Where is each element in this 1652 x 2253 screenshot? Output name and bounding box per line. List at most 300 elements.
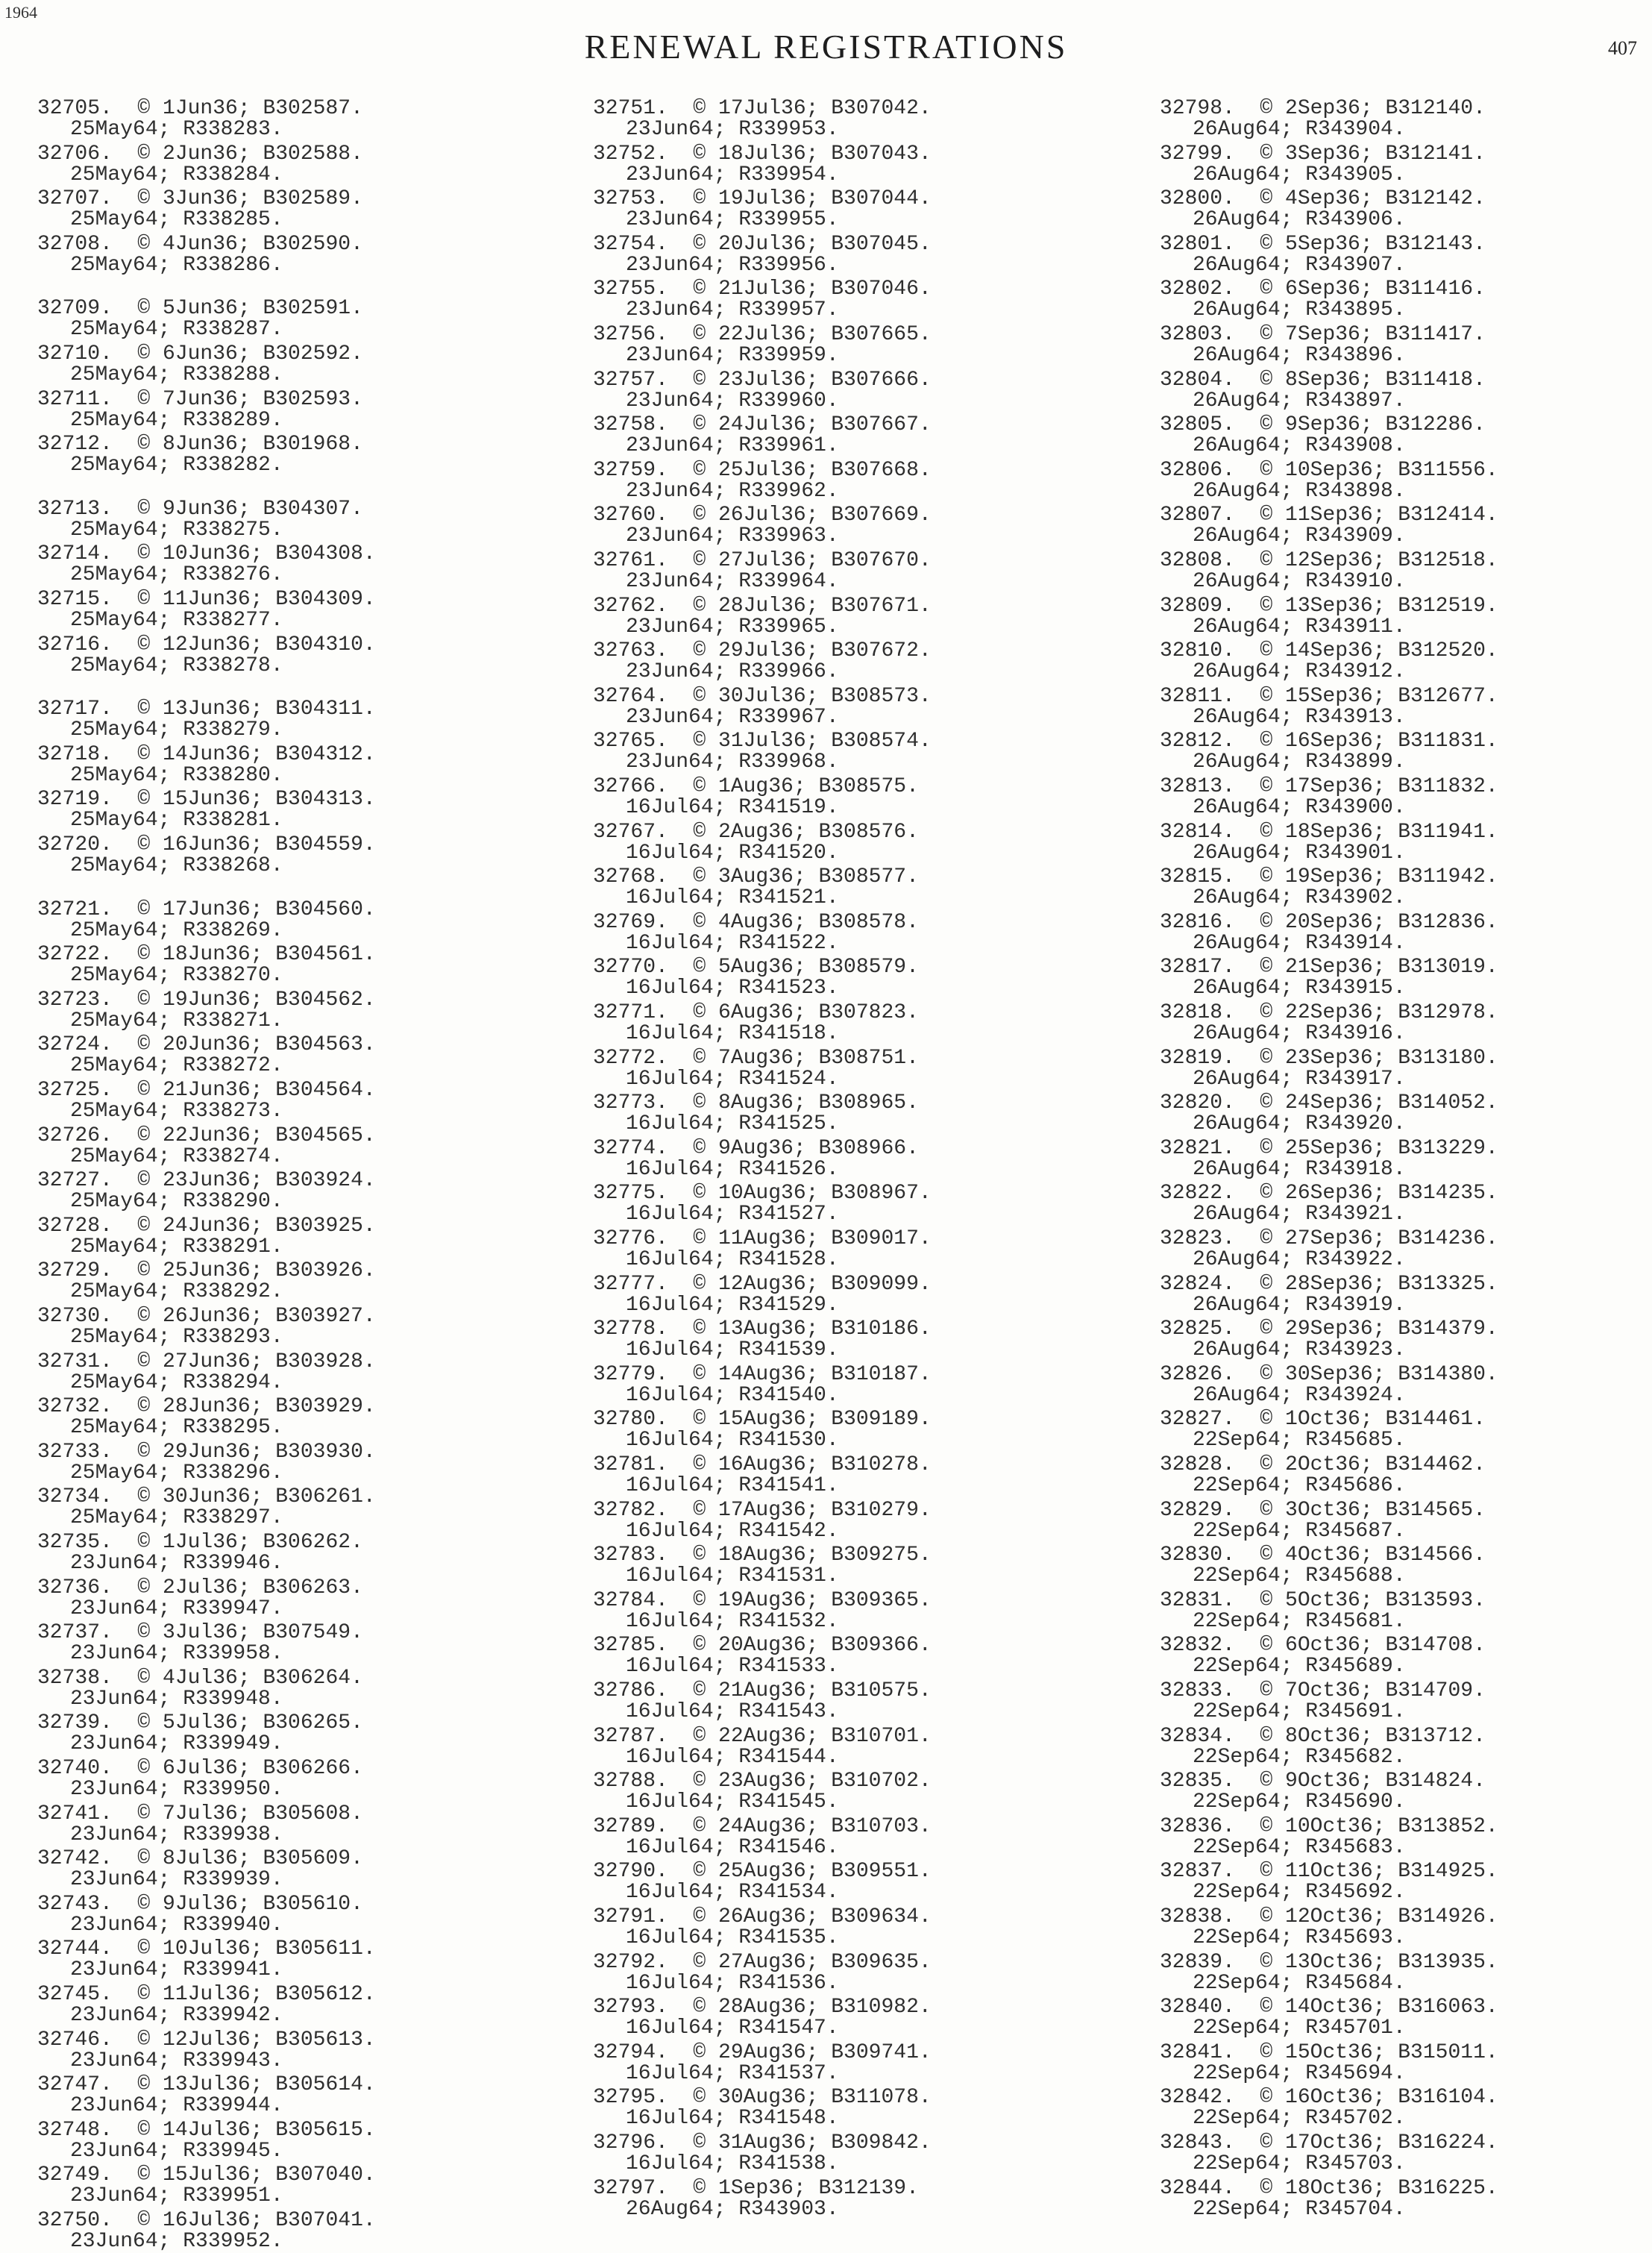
- entry-renewal: 23Jun64; R339959.: [626, 344, 839, 367]
- entry-renewal: 26Aug64; R343920.: [1193, 1112, 1406, 1136]
- registration-entry: [37, 1080, 376, 1122]
- entry-registration: 32801. © 5Sep36; B312143.: [1160, 232, 1486, 256]
- entry-renewal: 22Sep64; R345704.: [1193, 2197, 1406, 2221]
- entry-renewal: 23Jun64; R339952.: [70, 2230, 283, 2253]
- registration-entry: [1160, 1681, 1486, 1723]
- registration-entry: [1160, 1048, 1498, 1090]
- registration-entry: [593, 1997, 932, 2039]
- entry-registration: 32836. © 10Oct36; B313852.: [1160, 1814, 1498, 1838]
- entry-renewal: 26Aug64; R343907.: [1193, 253, 1406, 277]
- entry-registration: 32747. © 13Jul36; B305614.: [37, 2073, 376, 2097]
- entry-renewal: 26Aug64; R343898.: [1193, 479, 1406, 503]
- entry-registration: 32792. © 27Aug36; B309635.: [593, 1950, 932, 1974]
- entry-registration: 32833. © 7Oct36; B314709.: [1160, 1679, 1486, 1702]
- entry-registration: 32816. © 20Sep36; B312836.: [1160, 910, 1498, 934]
- entry-renewal: 25May64; R338297.: [70, 1506, 283, 1530]
- entry-registration: 32746. © 12Jul36; B305613.: [37, 2028, 376, 2052]
- registration-entry: [1160, 1229, 1498, 1270]
- entry-renewal: 25May64; R338281.: [70, 809, 283, 833]
- entry-registration: 32722. © 18Jun36; B304561.: [37, 943, 376, 967]
- entry-renewal: 23Jun64; R339963.: [626, 524, 839, 548]
- registration-entry: [1160, 505, 1498, 547]
- entry-registration: 32706. © 2Jun36; B302588.: [37, 142, 363, 166]
- registration-entry: [593, 1907, 932, 1949]
- registration-entry: [1160, 1907, 1498, 1949]
- registration-entry: [593, 777, 919, 818]
- registration-entry: [37, 144, 363, 186]
- entry-registration: 32768. © 3Aug36; B308577.: [593, 865, 919, 889]
- entry-registration: 32749. © 15Jul36; B307040.: [37, 2163, 376, 2187]
- entry-registration: 32802. © 6Sep36; B311416.: [1160, 278, 1486, 301]
- registration-entry: [593, 1048, 919, 1090]
- entry-registration: 32725. © 21Jun36; B304564.: [37, 1079, 376, 1102]
- corner-year: 1964: [4, 3, 37, 22]
- entry-renewal: 26Aug64; R343905.: [1193, 163, 1406, 187]
- entry-registration: 32742. © 8Jul36; B305609.: [37, 1847, 363, 1871]
- registration-entry: [37, 1352, 376, 1394]
- entry-registration: 32780. © 15Aug36; B309189.: [593, 1408, 932, 1432]
- entry-renewal: 26Aug64; R343923.: [1193, 1338, 1406, 1362]
- entry-renewal: 26Aug64; R343903.: [626, 2197, 839, 2221]
- registration-entry: [1160, 144, 1486, 186]
- entry-registration: 32779. © 14Aug36; B310187.: [593, 1362, 932, 1386]
- entry-renewal: 26Aug64; R343909.: [1193, 524, 1406, 548]
- registration-entry: [593, 912, 919, 954]
- entry-registration: 32790. © 25Aug36; B309551.: [593, 1860, 932, 1884]
- registration-entry: [593, 867, 919, 909]
- entry-renewal: 22Sep64; R345702.: [1193, 2107, 1406, 2131]
- entry-renewal: 23Jun64; R339961.: [626, 434, 839, 458]
- registration-entry: [37, 1894, 363, 1936]
- entry-renewal: 23Jun64; R339953.: [626, 118, 839, 141]
- entry-renewal: 22Sep64; R345694.: [1193, 2061, 1406, 2085]
- entry-renewal: 16Jul64; R341545.: [626, 1790, 839, 1814]
- entry-registration: 32723. © 19Jun36; B304562.: [37, 988, 376, 1012]
- entry-renewal: 23Jun64; R339957.: [626, 298, 839, 322]
- registration-entry: [593, 686, 932, 728]
- registration-entry: [37, 499, 363, 541]
- entry-renewal: 26Aug64; R343922.: [1193, 1248, 1406, 1271]
- entry-renewal: 16Jul64; R341542.: [626, 1519, 839, 1543]
- entry-renewal: 25May64; R338293.: [70, 1326, 283, 1349]
- entry-renewal: 16Jul64; R341529.: [626, 1293, 839, 1317]
- entry-registration: 32799. © 3Sep36; B312141.: [1160, 142, 1486, 166]
- registration-entry: [37, 98, 363, 140]
- entry-registration: 32796. © 31Aug36; B309842.: [593, 2131, 932, 2155]
- registration-entry: [593, 596, 932, 638]
- entry-registration: 32843. © 17Oct36; B316224.: [1160, 2131, 1498, 2155]
- registration-entry: [37, 1171, 376, 1212]
- entry-registration: 32822. © 26Sep36; B314235.: [1160, 1182, 1498, 1206]
- registration-entry: [1160, 2133, 1498, 2175]
- registration-entry: [37, 389, 363, 431]
- entry-renewal: 26Aug64; R343915.: [1193, 977, 1406, 1000]
- entry-renewal: 26Aug64; R343906.: [1193, 208, 1406, 232]
- registration-entry: [1160, 777, 1498, 818]
- entry-renewal: 23Jun64; R339949.: [70, 1732, 283, 1756]
- registration-entry: [37, 1849, 363, 1890]
- registration-entry: [1160, 2040, 1498, 2085]
- entry-renewal: 16Jul64; R341522.: [626, 931, 839, 955]
- entry-renewal: 26Aug64; R343913.: [1193, 705, 1406, 729]
- entry-registration: 32841. © 15Oct36; B315011.: [1160, 2040, 1498, 2064]
- registration-entry: [1160, 2087, 1498, 2129]
- entry-registration: 32736. © 2Jul36; B306263.: [37, 1576, 363, 1599]
- entry-registration: 32734. © 30Jun36; B306261.: [37, 1485, 376, 1509]
- registration-entry: [37, 2210, 376, 2252]
- registration-entry: [1160, 1771, 1486, 1813]
- entry-registration: 32708. © 4Jun36; B302590.: [37, 232, 363, 256]
- registration-entry: [1160, 1455, 1486, 1497]
- entry-renewal: 25May64; R338288.: [70, 363, 283, 386]
- registration-entry: [37, 1306, 376, 1348]
- entry-registration: 32741. © 7Jul36; B305608.: [37, 1802, 363, 1826]
- entry-registration: 32766. © 1Aug36; B308575.: [593, 775, 919, 798]
- registration-entry: [593, 957, 919, 999]
- entry-renewal: 22Sep64; R345693.: [1193, 1926, 1406, 1949]
- entry-renewal: 26Aug64; R343918.: [1193, 1157, 1406, 1181]
- entry-registration: 32752. © 18Jul36; B307043.: [593, 142, 932, 166]
- entry-registration: 32760. © 26Jul36; B307669.: [593, 504, 932, 527]
- registration-entry: [1160, 325, 1486, 366]
- registration-entry: [37, 189, 363, 231]
- entry-registration: 32710. © 6Jun36; B302592.: [37, 342, 363, 366]
- entry-renewal: 23Jun64; R339954.: [626, 163, 839, 187]
- entry-registration: 32765. © 31Jul36; B308574.: [593, 730, 932, 753]
- entry-renewal: 16Jul64; R341537.: [626, 2061, 839, 2085]
- entry-registration: 32837. © 11Oct36; B314925.: [1160, 1860, 1498, 1884]
- entry-registration: 32787. © 22Aug36; B310701.: [593, 1724, 932, 1748]
- entry-registration: 32811. © 15Sep36; B312677.: [1160, 684, 1498, 708]
- entry-renewal: 22Sep64; R345691.: [1193, 1700, 1406, 1723]
- entry-renewal: 26Aug64; R343895.: [1193, 298, 1406, 322]
- entry-renewal: 25May64; R338287.: [70, 318, 283, 342]
- entry-registration: 32808. © 12Sep36; B312518.: [1160, 549, 1498, 572]
- entry-registration: 32756. © 22Jul36; B307665.: [593, 323, 932, 346]
- registration-entry: [593, 551, 932, 592]
- registration-entry: [1160, 1003, 1498, 1044]
- entry-registration: 32786. © 21Aug36; B310575.: [593, 1679, 932, 1702]
- registration-entry: [1160, 1183, 1498, 1225]
- entry-renewal: 16Jul64; R341528.: [626, 1248, 839, 1271]
- entry-registration: 32726. © 22Jun36; B304565.: [37, 1124, 376, 1147]
- registration-entry: [593, 1635, 932, 1677]
- registration-entry: [1160, 1364, 1498, 1406]
- entry-renewal: 25May64; R338274.: [70, 1144, 283, 1168]
- registration-entry: [1160, 1500, 1486, 1542]
- page-title: RENEWAL REGISTRATIONS: [584, 28, 1068, 66]
- registration-entry: [1160, 1545, 1486, 1587]
- entry-renewal: 26Aug64; R343917.: [1193, 1067, 1406, 1091]
- entry-registration: 32823. © 27Sep36; B314236.: [1160, 1227, 1498, 1250]
- registration-entry: [1160, 551, 1498, 592]
- registration-entry: [593, 731, 932, 773]
- entry-registration: 32735. © 1Jul36; B306262.: [37, 1531, 363, 1554]
- entry-registration: 32778. © 13Aug36; B310186.: [593, 1317, 932, 1341]
- registration-entry: [593, 2040, 932, 2085]
- entry-registration: 32721. © 17Jun36; B304560.: [37, 897, 376, 921]
- entry-registration: 32730. © 26Jun36; B303927.: [37, 1305, 376, 1328]
- entry-renewal: 23Jun64; R339967.: [626, 705, 839, 729]
- registration-entry: [593, 1952, 932, 1994]
- entry-renewal: 16Jul64; R341518.: [626, 1022, 839, 1045]
- entry-registration: 32776. © 11Aug36; B309017.: [593, 1227, 932, 1250]
- entry-renewal: 23Jun64; R339950.: [70, 1778, 283, 1801]
- entry-registration: 32784. © 19Aug36; B309365.: [593, 1588, 932, 1612]
- entry-renewal: 16Jul64; R341548.: [626, 2107, 839, 2131]
- entry-registration: 32717. © 13Jun36; B304311.: [37, 698, 376, 721]
- entry-renewal: 23Jun64; R339940.: [70, 1913, 283, 1937]
- registration-entry: [593, 189, 932, 231]
- entry-registration: 32733. © 29Jun36; B303930.: [37, 1440, 376, 1464]
- registration-entry: [1160, 234, 1486, 276]
- entry-renewal: 26Aug64; R343924.: [1193, 1383, 1406, 1407]
- registration-entry: [593, 1138, 919, 1180]
- entry-renewal: 25May64; R338273.: [70, 1100, 283, 1123]
- entry-registration: 32737. © 3Jul36; B307549.: [37, 1621, 363, 1645]
- entry-registration: 32759. © 25Jul36; B307668.: [593, 458, 932, 482]
- entry-registration: 32743. © 9Jul36; B305610.: [37, 1892, 363, 1916]
- registration-entry: [593, 1681, 932, 1723]
- entry-renewal: 25May64; R338280.: [70, 763, 283, 787]
- entry-registration: 32775. © 10Aug36; B308967.: [593, 1182, 932, 1206]
- entry-renewal: 23Jun64; R339960.: [626, 389, 839, 413]
- entry-renewal: 25May64; R338278.: [70, 654, 283, 677]
- entry-registration: 32791. © 26Aug36; B309634.: [593, 1905, 932, 1928]
- entry-registration: 32753. © 19Jul36; B307044.: [593, 187, 932, 211]
- registration-entry: [37, 1804, 363, 1846]
- entry-renewal: 16Jul64; R341533.: [626, 1655, 839, 1679]
- registration-entry: [593, 1183, 932, 1225]
- registration-entry: [1160, 279, 1486, 321]
- entry-registration: 32817. © 21Sep36; B313019.: [1160, 956, 1498, 980]
- entry-registration: 32777. © 12Aug36; B309099.: [593, 1272, 932, 1296]
- entry-renewal: 22Sep64; R345689.: [1193, 1655, 1406, 1679]
- entry-renewal: 16Jul64; R341538.: [626, 2152, 839, 2175]
- registration-entry: [37, 1939, 376, 1981]
- entry-renewal: 22Sep64; R345692.: [1193, 1881, 1406, 1905]
- entry-renewal: 23Jun64; R339941.: [70, 1958, 283, 1982]
- entry-renewal: 16Jul64; R341530.: [626, 1429, 839, 1453]
- registration-entry: [593, 505, 932, 547]
- registration-entry: [37, 1487, 376, 1529]
- registration-entry: [593, 2178, 919, 2220]
- entry-renewal: 23Jun64; R339944.: [70, 2094, 283, 2118]
- registration-entry: [593, 2133, 932, 2175]
- entry-registration: 32715. © 11Jun36; B304309.: [37, 588, 376, 611]
- entry-registration: 32839. © 13Oct36; B313935.: [1160, 1950, 1498, 1974]
- registration-entry: [593, 1814, 932, 1859]
- entry-renewal: 25May64; R338295.: [70, 1416, 283, 1440]
- entry-registration: 32821. © 25Sep36; B313229.: [1160, 1136, 1498, 1160]
- entry-registration: 32761. © 27Jul36; B307670.: [593, 549, 932, 572]
- registration-entry: [593, 1726, 932, 1768]
- entry-renewal: 25May64; R338289.: [70, 408, 283, 432]
- registration-entry: [37, 742, 376, 787]
- entry-renewal: 16Jul64; R341527.: [626, 1203, 839, 1226]
- entry-renewal: 25May64; R338269.: [70, 918, 283, 942]
- registration-entry: [593, 641, 932, 683]
- entry-registration: 32718. © 14Jun36; B304312.: [37, 742, 376, 766]
- entry-registration: 32800. © 4Sep36; B312142.: [1160, 187, 1486, 211]
- entry-renewal: 22Sep64; R345690.: [1193, 1790, 1406, 1814]
- entry-registration: 32810. © 14Sep36; B312520.: [1160, 639, 1498, 663]
- entry-registration: 32783. © 18Aug36; B309275.: [593, 1544, 932, 1567]
- entry-renewal: 16Jul64; R341532.: [626, 1609, 839, 1633]
- entry-renewal: 23Jun64; R339942.: [70, 2004, 283, 2027]
- entry-registration: 32788. © 23Aug36; B310702.: [593, 1770, 932, 1793]
- entry-renewal: 16Jul64; R341520.: [626, 841, 839, 865]
- registration-entry: [593, 1003, 919, 1044]
- entry-renewal: 23Jun64; R339958.: [70, 1642, 283, 1666]
- registration-entry: [593, 234, 932, 276]
- registration-entry: [1160, 1274, 1498, 1316]
- entry-registration: 32744. © 10Jul36; B305611.: [37, 1937, 376, 1961]
- entry-registration: 32820. © 24Sep36; B314052.: [1160, 1091, 1498, 1115]
- entry-registration: 32842. © 16Oct36; B316104.: [1160, 2086, 1498, 2110]
- entry-registration: 32785. © 20Aug36; B309366.: [593, 1634, 932, 1658]
- entry-renewal: 22Sep64; R345685.: [1193, 1429, 1406, 1453]
- registration-entry: [37, 835, 376, 877]
- entry-renewal: 16Jul64; R341544.: [626, 1745, 839, 1769]
- entry-renewal: 25May64; R338268.: [70, 854, 283, 877]
- registration-entry: [37, 589, 376, 631]
- registration-entry: [593, 1500, 932, 1542]
- entry-registration: 32832. © 6Oct36; B314708.: [1160, 1634, 1486, 1658]
- entry-renewal: 16Jul64; R341541.: [626, 1474, 839, 1497]
- registration-entry: [1160, 415, 1486, 457]
- entry-renewal: 26Aug64; R343911.: [1193, 615, 1406, 639]
- entry-registration: 32773. © 8Aug36; B308965.: [593, 1091, 919, 1115]
- registration-entry: [593, 98, 932, 140]
- registration-entry: [1160, 460, 1498, 502]
- entry-registration: 32813. © 17Sep36; B311832.: [1160, 775, 1498, 798]
- entry-renewal: 26Aug64; R343910.: [1193, 570, 1406, 593]
- entry-renewal: 22Sep64; R345686.: [1193, 1474, 1406, 1497]
- entry-registration: 32827. © 1Oct36; B314461.: [1160, 1408, 1486, 1432]
- registration-entry: [1160, 1814, 1498, 1859]
- registration-entry: [37, 1397, 376, 1438]
- entry-renewal: 22Sep64; R345684.: [1193, 1971, 1406, 1995]
- entry-renewal: 26Aug64; R343919.: [1193, 1293, 1406, 1317]
- registration-entry: [37, 544, 376, 586]
- registration-entry: [1160, 1138, 1498, 1180]
- entry-renewal: 25May64; R338276.: [70, 563, 283, 587]
- entry-renewal: 23Jun64; R339965.: [626, 615, 839, 639]
- registration-entry: [593, 1455, 932, 1497]
- entry-registration: 32772. © 7Aug36; B308751.: [593, 1046, 919, 1070]
- entry-registration: 32764. © 30Jul36; B308573.: [593, 684, 932, 708]
- registration-entry: [1160, 370, 1486, 412]
- registration-entry: [1160, 867, 1498, 909]
- registration-entry: [1160, 822, 1498, 864]
- registration-entry: [37, 298, 363, 340]
- page-number: 407: [1608, 37, 1637, 59]
- entry-registration: 32819. © 23Sep36; B313180.: [1160, 1046, 1498, 1070]
- registration-entry: [37, 2120, 376, 2162]
- entry-registration: 32738. © 4Jul36; B306264.: [37, 1666, 363, 1690]
- entry-renewal: 22Sep64; R345683.: [1193, 1835, 1406, 1859]
- entry-registration: 32763. © 29Jul36; B307672.: [593, 639, 932, 663]
- entry-renewal: 25May64; R338271.: [70, 1009, 283, 1033]
- entry-registration: 32812. © 16Sep36; B311831.: [1160, 730, 1498, 753]
- registration-entry: [593, 325, 932, 366]
- entry-registration: 32728. © 24Jun36; B303925.: [37, 1214, 376, 1238]
- entry-registration: 32724. © 20Jun36; B304563.: [37, 1033, 376, 1057]
- entry-registration: 32824. © 28Sep36; B313325.: [1160, 1272, 1498, 1296]
- entry-registration: 32719. © 15Jun36; B304313.: [37, 788, 376, 812]
- registration-entry: [1160, 1093, 1498, 1135]
- entry-renewal: 16Jul64; R341534.: [626, 1881, 839, 1905]
- entry-registration: 32814. © 18Sep36; B311941.: [1160, 820, 1498, 844]
- entry-registration: 32711. © 7Jun36; B302593.: [37, 387, 363, 411]
- registration-entry: [1160, 1409, 1486, 1451]
- entry-registration: 32732. © 28Jun36; B303929.: [37, 1395, 376, 1419]
- entry-renewal: 22Sep64; R345688.: [1193, 1564, 1406, 1588]
- entry-renewal: 25May64; R338275.: [70, 518, 283, 542]
- entry-registration: 32758. © 24Jul36; B307667.: [593, 413, 932, 437]
- entry-renewal: 25May64; R338270.: [70, 964, 283, 988]
- registration-entry: [593, 279, 932, 321]
- entry-registration: 32815. © 19Sep36; B311942.: [1160, 865, 1498, 889]
- registration-entry: [593, 144, 932, 186]
- registration-entry: [593, 1364, 932, 1406]
- registration-entry: [593, 1771, 932, 1813]
- entry-renewal: 25May64; R338279.: [70, 718, 283, 742]
- entry-registration: 32714. © 10Jun36; B304308.: [37, 542, 376, 566]
- entry-registration: 32720. © 16Jun36; B304559.: [37, 833, 376, 856]
- entry-renewal: 25May64; R338285.: [70, 208, 283, 232]
- entry-renewal: 22Sep64; R345701.: [1193, 2017, 1406, 2040]
- entry-renewal: 25May64; R338282.: [70, 454, 283, 477]
- registration-entry: [37, 944, 376, 986]
- entry-renewal: 23Jun64; R339955.: [626, 208, 839, 232]
- entry-renewal: 26Aug64; R343908.: [1193, 434, 1406, 458]
- entry-renewal: 26Aug64; R343900.: [1193, 796, 1406, 819]
- registration-entry: [1160, 189, 1486, 231]
- entry-registration: 32750. © 16Jul36; B307041.: [37, 2209, 376, 2232]
- registration-entry: [1160, 1952, 1498, 1994]
- entry-registration: 32769. © 4Aug36; B308578.: [593, 910, 919, 934]
- entry-renewal: 23Jun64; R339964.: [626, 570, 839, 593]
- entry-renewal: 26Aug64; R343912.: [1193, 660, 1406, 684]
- registration-entry: [1160, 98, 1486, 140]
- entry-registration: 32798. © 2Sep36; B312140.: [1160, 97, 1486, 120]
- registration-entry: [37, 1126, 376, 1168]
- registration-entry: [37, 2165, 376, 2207]
- entry-registration: 32794. © 29Aug36; B309741.: [593, 2040, 932, 2064]
- entry-renewal: 22Sep64; R345681.: [1193, 1609, 1406, 1633]
- registration-entry: [37, 1532, 363, 1574]
- entry-renewal: 23Jun64; R339962.: [626, 479, 839, 503]
- registration-entry: [37, 897, 376, 942]
- entry-registration: 32803. © 7Sep36; B311417.: [1160, 323, 1486, 346]
- registration-entry: [37, 1261, 376, 1303]
- entry-renewal: 16Jul64; R341519.: [626, 796, 839, 819]
- registration-entry: [37, 434, 363, 476]
- entry-renewal: 23Jun64; R339951.: [70, 2184, 283, 2208]
- registration-entry: [1160, 1319, 1498, 1361]
- entry-registration: 32755. © 21Jul36; B307046.: [593, 278, 932, 301]
- entry-renewal: 25May64; R338277.: [70, 609, 283, 632]
- entry-renewal: 16Jul64; R341524.: [626, 1067, 839, 1091]
- registration-entry: [1160, 596, 1498, 638]
- entry-registration: 32782. © 17Aug36; B310279.: [593, 1498, 932, 1522]
- entry-registration: 32805. © 9Sep36; B312286.: [1160, 413, 1486, 437]
- entry-registration: 32757. © 23Jul36; B307666.: [593, 368, 932, 392]
- entry-registration: 32834. © 8Oct36; B313712.: [1160, 1724, 1486, 1748]
- registration-entry: [37, 1035, 376, 1077]
